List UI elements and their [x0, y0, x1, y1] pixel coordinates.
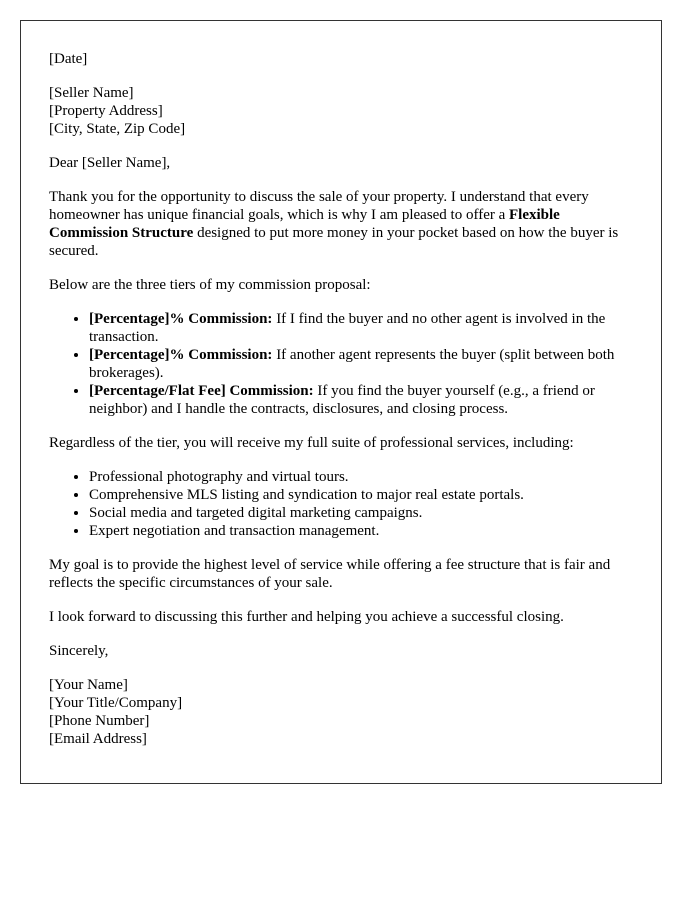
date: [Date]: [49, 51, 88, 67]
recipient-city: [City, State, Zip Code]: [49, 121, 186, 137]
recipient-name: [Seller Name]: [49, 85, 134, 101]
salutation: Dear [Seller Name],: [49, 155, 171, 171]
sender-email: [Email Address]: [49, 731, 147, 747]
sender-block: [49, 676, 632, 748]
tier-label: [Percentage/Flat Fee] Commission:: [89, 383, 314, 399]
tier-item: [89, 382, 632, 418]
intro-text-end: designed to put more money in your pocket based on how the buyer is secured.: [49, 225, 619, 259]
tiers-intro: Below are the three tiers of my commission proposal:: [49, 277, 371, 293]
intro-text: Thank you for the opportunity to discuss the sale of your property. I understand that every homeowner has unique financial goals, which is why I am pleased to offer a: [49, 189, 589, 223]
service-item: • Comprehensive MLS listing and syndication to major real estate portals.: [89, 486, 632, 504]
service-item: • Social media and targeted digital marketing campaigns.: [89, 504, 632, 522]
recipient-address: [Property Address]: [49, 103, 163, 119]
intro-bold: Flexible Commission Structure: [49, 207, 560, 241]
tier-label: [Percentage]% Commission:: [89, 311, 273, 327]
service-item: • Expert negotiation and transaction management.: [89, 522, 632, 540]
tiers-list: [49, 310, 632, 418]
sender-title: [Your Title/Company]: [49, 695, 183, 711]
services-intro: Regardless of the tier, you will receive my full suite of professional services, including:: [49, 435, 574, 451]
sender-name: [Your Name]: [49, 677, 128, 693]
goal-paragraph: My goal is to provide the highest level of service while offering a fee structure that is fair and reflects the specific circumstances of your sale.: [49, 557, 611, 591]
tier-text: If another agent represents the buyer (split between both brokerages).: [89, 347, 615, 381]
intro-paragraph: [49, 188, 632, 260]
tier-text: If I find the buyer and no other agent is involved in the transaction.: [89, 311, 606, 345]
tier-item: [89, 346, 632, 382]
signoff: Sincerely,: [49, 643, 109, 659]
service-item: • Professional photography and virtual tours.: [89, 468, 632, 486]
recipient-block: [49, 84, 632, 138]
letter: [20, 20, 662, 784]
tier-label: [Percentage]% Commission:: [89, 347, 273, 363]
sender-phone: [Phone Number]: [49, 713, 150, 729]
tier-text: If you find the buyer yourself (e.g., a friend or neighbor) and I handle the contracts, disclosures, and closing process.: [89, 383, 595, 417]
tier-item: [89, 310, 632, 346]
services-list: [49, 468, 632, 540]
closing-line: I look forward to discussing this further and helping you achieve a successful closing.: [49, 609, 564, 625]
